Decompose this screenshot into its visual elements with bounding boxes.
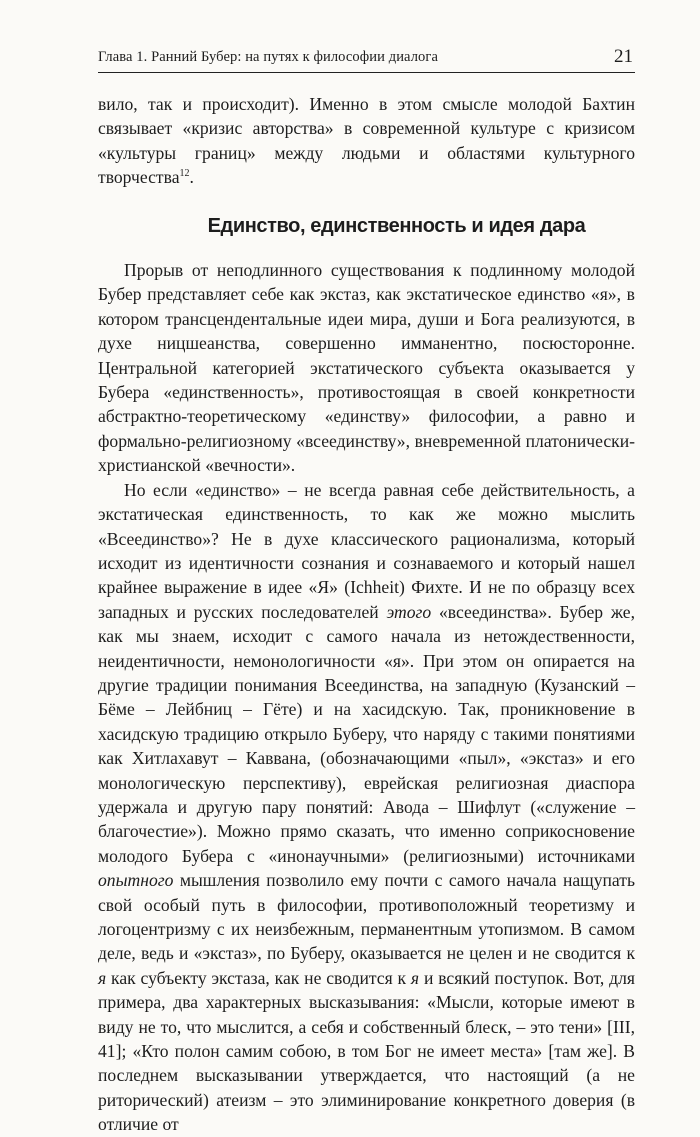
running-title: Глава 1. Ранний Бубер: на путях к философии диалога xyxy=(98,49,438,65)
intro-end: . xyxy=(189,167,194,188)
body-text xyxy=(98,92,635,1137)
footnote-ref: 12 xyxy=(179,168,190,180)
page-number: 21 xyxy=(614,46,633,67)
p2-italic-2: опытного xyxy=(98,870,174,891)
p2-part-3: мышления позволило ему почти с самого начала нащупать свой особый путь в философии, противоположный теоретизму и логоцентризму с их неизбежным, перманентным утопизмом. В самом деле, ведь и «экстаз», по Буберу, оказывается не целен и не сводится к xyxy=(98,870,635,964)
paragraph-1: Прорыв от неподлинного существования к подлинному молодой Бубер представляет себе как экстаз, как экстатическое единство «я», в котором трансцендентальные идеи мира, души и Бога реализуются, в духе ницшеанства, совершенно имманентно, посюсторонне. Центральной категорией экстатического субъекта оказывается у Бубера «единственность», противостоящая в своей конкретности абстрактно-теоретическому «единству» философии, а равно и формально-религиозному «всеединству», вневременной платонически-христианской «вечности». xyxy=(98,260,635,476)
p2-part-5: и всякий поступок. Вот, для примера, два характерных высказывания: «Мысли, которые имеют в виду не то, что мыслится, а себя и собственный блеск, – это тени» [III, 41]; «Кто полон самим собою, в том Бог не имеет места» [там же]. В последнем высказывании утверждается, что настоящий (а не риторический) атеизм – это элиминирование конкретного доверия (в отличие от xyxy=(98,967,635,1135)
intro-text: вило, так и происходит). Именно в этом смысле молодой Бахтин связывает «кризис авторства» в современной культуре с кризисом «культуры границ» между людьми и областями культурного творчества xyxy=(98,94,635,188)
p2-italic-3: я xyxy=(98,967,107,988)
p2-part-4: как субъекту экстаза, как не сводится к xyxy=(106,967,411,988)
p2-part-2: «всеединства». Бубер же, как мы знаем, исходит с самого начала из нетождественности, неидентичности, немонологичности «я». При этом он опирается на другие традиции понимания Всеединства, на западную (Кузанский – Бёме – Лейбниц – Гёте) и на хасидскую. Так, проникновение в хасидскую традицию открыло Буберу, что наряду с такими понятиями как Хитлахавут – Каввана, (обозначающими «пыл», «экстаз» и его монологическую перспективу), еврейская религиозная диаспора удержала и другую пару понятий: Авода – Шифлут («служение – благочестие»). Можно прямо сказать, что именно соприкосновение молодого Бубера с «инонаучными» (религиозными) источниками xyxy=(98,601,635,866)
intro-paragraph xyxy=(98,92,635,190)
p2-italic-1: этого xyxy=(386,601,432,622)
p2-italic-4: я xyxy=(410,967,420,988)
running-header xyxy=(98,40,635,73)
section-heading: Единство, единственность и идея дара xyxy=(207,214,586,237)
p2-part-1: Но если «единство» – не всегда равная себе действительность, а экстатическая единственность, то как же можно мыслить «Всеединство»? Не в духе классического рационализма, который исходит из идентичности сознания и сознаваемого и который нашел крайнее выражение в идее «Я» (Ichheit) Фихте. И не по образцу всех западных и русских последователей xyxy=(98,479,635,622)
